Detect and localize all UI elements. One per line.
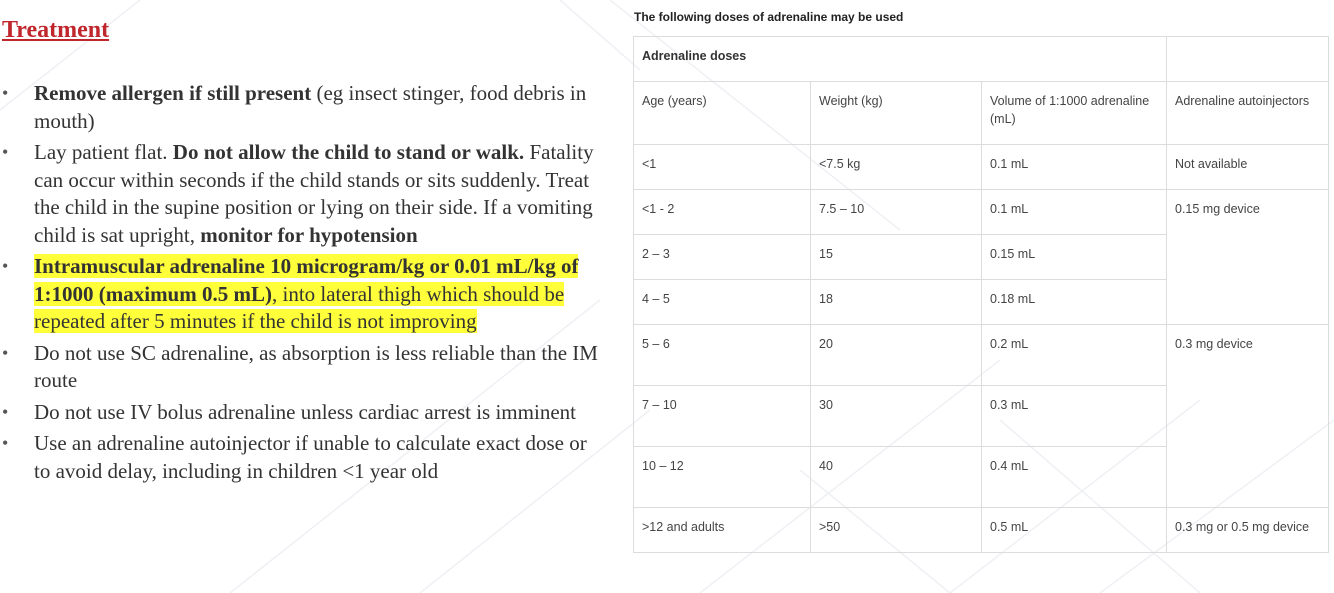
age-cell: 2 – 3 — [634, 235, 811, 280]
list-item: • Do not use SC adrenaline, as absorption is less reliable than the IM route — [2, 340, 598, 392]
age-cell: <1 - 2 — [634, 190, 811, 235]
age-cell: 5 – 6 — [634, 325, 811, 386]
autoinjector-cell: 0.3 mg device — [1167, 325, 1329, 508]
list-item: • Lay patient flat. Do not allow the child to stand or walk. Fatality can occur within seconds if the child stands or sits suddenly. Treat the child in the supine position or lying on their side. If a vomiting child is sat upright, monitor for hypotension — [2, 140, 594, 247]
weight-cell: 15 — [811, 235, 982, 280]
table-header-row — [634, 82, 1329, 145]
age-cell: 7 – 10 — [634, 386, 811, 447]
weight-cell: 30 — [811, 386, 982, 447]
bullet-icon: • — [2, 342, 9, 363]
bullet-icon: • — [2, 433, 9, 453]
weight-cell: 18 — [811, 280, 982, 325]
weight-cell: 20 — [811, 325, 982, 386]
table-caption-blank — [1167, 37, 1329, 82]
list-item: • Use an adrenaline autoinjector if unable to calculate exact dose or to avoid delay, including in children <1 year old — [2, 431, 587, 483]
table-caption-row — [634, 37, 1329, 82]
weight-cell: <7.5 kg — [811, 145, 982, 190]
weight-cell: >50 — [811, 508, 982, 553]
column-header: Volume of 1:1000 adrenaline (mL) — [982, 82, 1167, 145]
table-row — [634, 325, 1329, 386]
age-cell: 10 – 12 — [634, 447, 811, 508]
weight-cell: 7.5 – 10 — [811, 190, 982, 235]
treatment-heading: Treatment — [2, 17, 110, 43]
weight-cell: 40 — [811, 447, 982, 508]
volume-cell: 0.15 mL — [982, 235, 1167, 280]
volume-cell: 0.1 mL — [982, 190, 1167, 235]
table-row — [634, 190, 1329, 235]
list-item: • Do not use IV bolus adrenaline unless cardiac arrest is imminent — [0, 399, 600, 427]
volume-cell: 0.18 mL — [982, 280, 1167, 325]
column-header: Adrenaline autoinjectors — [1167, 82, 1329, 145]
volume-cell: 0.5 mL — [982, 508, 1167, 553]
list-item-highlighted: • Intramuscular adrenaline 10 microgram/kg or 0.01 mL/kg of 1:1000 (maximum 0.5 mL), into lateral thigh which should be repeated after 5 minutes if the child is not improving — [2, 254, 579, 333]
adrenaline-doses-table — [633, 36, 1329, 553]
volume-cell: 0.1 mL — [982, 145, 1167, 190]
bullet-icon: • — [2, 401, 9, 422]
list-item: • Remove allergen if still present (eg insect stinger, food debris in mouth) — [2, 81, 587, 133]
table-caption: Adrenaline doses — [634, 37, 1167, 82]
volume-cell: 0.2 mL — [982, 325, 1167, 386]
volume-cell: 0.3 mL — [982, 386, 1167, 447]
autoinjector-cell: 0.3 mg or 0.5 mg device — [1167, 508, 1329, 553]
autoinjector-cell: Not available — [1167, 145, 1329, 190]
column-header: Age (years) — [634, 82, 811, 145]
table-row — [634, 145, 1329, 190]
autoinjector-cell: 0.15 mg device — [1167, 190, 1329, 325]
treatment-list — [0, 80, 600, 489]
column-header: Weight (kg) — [811, 82, 982, 145]
bullet-icon: • — [2, 83, 9, 103]
age-cell: <1 — [634, 145, 811, 190]
doses-intro: The following doses of adrenaline may be used — [634, 10, 904, 24]
bullet-icon: • — [2, 256, 9, 276]
age-cell: 4 – 5 — [634, 280, 811, 325]
volume-cell: 0.4 mL — [982, 447, 1167, 508]
age-cell: >12 and adults — [634, 508, 811, 553]
table-row — [634, 508, 1329, 553]
bullet-icon: • — [2, 142, 9, 162]
